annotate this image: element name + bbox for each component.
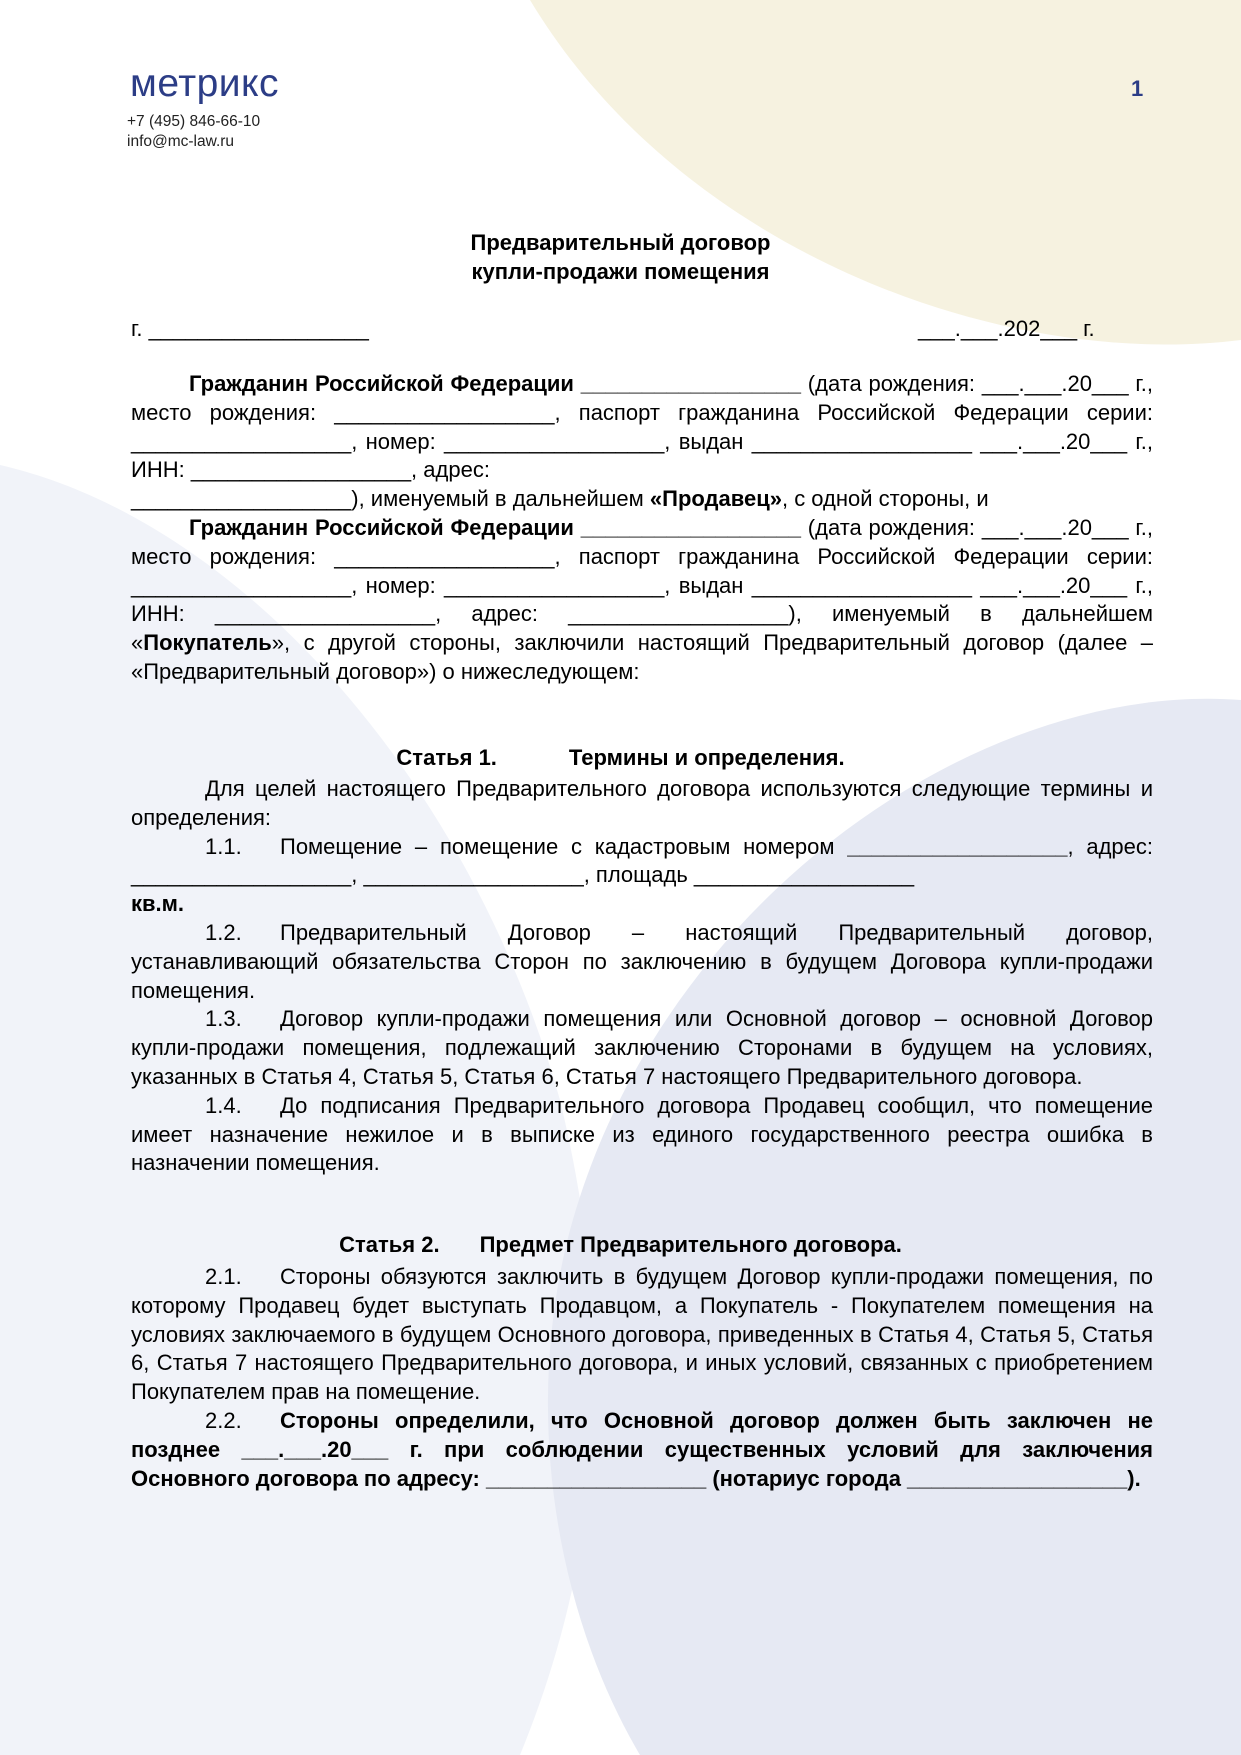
article-2-heading <box>0 1232 1241 1258</box>
clause-2-1 <box>131 1263 1153 1407</box>
clause-text: Стороны обязуются заключить в будущем Договор купли-продажи помещения, по которому Продавец будет выступать Продавцом, а Покупатель - Покупателем помещения на условиях заключаемого в будущем Основного договора, приведенных в Статья 4, Статья 5, Статья 6, Статья 7 настоящего Предварительного договора, и иных условий, связанных с приобретением Покупателем прав на помещение. <box>131 1264 1153 1405</box>
clause-text: Предварительный Договор – настоящий Предварительный договор, устанавливающий обязательства Сторон по заключению в будущем Договора купли-продажи помещения. <box>131 919 1153 1003</box>
article-1-number: Статья 1. <box>396 745 497 770</box>
clause-number: 1.2. <box>205 919 242 945</box>
party-buyer-details: (дата рождения: ___.___.20___ г., место рождения: __________________, паспорт гражданина Российской Федерации серии: __________________, номер: __________________, выдан __________________ ___.___.20___ г., ИНН: __________________, адрес: __________________), именуемый в дальнейшем « <box>131 514 1153 656</box>
party-seller-label: Гражданин Российской Федерации __________________ <box>189 371 801 396</box>
clause-number: 1.4. <box>205 1092 242 1118</box>
clause-text: , адрес: __________________, __________________, площадь __________________ <box>131 833 1154 888</box>
title-line-1: Предварительный договор <box>470 230 771 255</box>
seller-role-term: «Продавец» <box>649 486 782 512</box>
clause-number: 1.3. <box>205 1006 242 1032</box>
page-number: 1 <box>1131 76 1144 101</box>
article-2-number: Статья 2. <box>339 1232 440 1257</box>
company-logo: метрикс <box>130 62 280 105</box>
city-field: г. __________________ <box>131 316 369 341</box>
clause-2-2 <box>131 1407 1153 1493</box>
party-buyer-label: Гражданин Российской Федерации __________________ <box>189 514 801 540</box>
date-field: ___.___.202___ г. <box>918 316 1095 341</box>
article-2-title: Предмет Предварительного договора. <box>479 1232 902 1257</box>
clause-1-4 <box>131 1092 1153 1178</box>
contact-block <box>127 112 260 152</box>
party-seller-paragraph <box>131 370 1153 485</box>
email-address: info@mc-law.ru <box>127 133 235 150</box>
clause-number: 2.2. <box>205 1407 242 1433</box>
party-seller-role-prefix: __________________), именуемый в дальнейшем <box>131 486 650 512</box>
clause-1-1-unit: кв.м. <box>131 891 185 917</box>
party-buyer-paragraph <box>131 514 1153 687</box>
article-1-intro: Для целей настоящего Предварительного договора используются следующие термины и определения: <box>131 776 1153 830</box>
article-1-body <box>131 775 1153 1178</box>
parties-section <box>131 370 1153 687</box>
title-line-2: купли-продажи помещения <box>471 259 770 284</box>
clause-1-2 <box>131 919 1153 1005</box>
article-2-body <box>131 1263 1153 1493</box>
cadastral-number-blank: __________________ <box>847 833 1068 859</box>
clause-text: До подписания Предварительного договора Продавец сообщил, что помещение имеет назначение нежилое и в выписке из единого государственного реестра ошибка в назначении помещения. <box>131 1092 1153 1176</box>
article-1-heading <box>0 745 1241 771</box>
clause-number: 1.1. <box>205 833 242 859</box>
article-1-title: Термины и определения. <box>568 745 845 770</box>
clause-1-1 <box>131 833 1153 891</box>
clause-1-3 <box>131 1005 1153 1091</box>
clause-text: Помещение – помещение с кадастровым номером <box>280 833 848 859</box>
clause-text: Договор купли-продажи помещения или Основной договор – основной Договор купли-продажи помещения, подлежащий заключению Сторонами в будущем на условиях, указанных в Статья 4, Статья 5, Статья 6, Статья 7 настоящего Предварительного договора. <box>131 1006 1153 1089</box>
party-seller-role-suffix: , с одной стороны, и <box>781 486 989 512</box>
clause-text: Стороны определили, что Основной договор должен быть заключен не позднее ___.___.20___ г. при соблюдении существенных условий для заключения Основного договора по адресу: __________________ (нотариус города __________________). <box>131 1407 1153 1491</box>
document-title <box>0 228 1241 286</box>
buyer-role-term: Покупатель <box>143 630 272 656</box>
clause-number: 2.1. <box>205 1264 242 1289</box>
party-buyer-role-suffix: », с другой стороны, заключили настоящий Предварительный договор (далее – «Предварительный договор») о нижеследующем: <box>131 630 1153 684</box>
party-seller-role-line <box>131 485 1153 514</box>
phone-number: +7 (495) 846-66-10 <box>127 113 261 130</box>
party-seller-details: (дата рождения: ___.___.20___ г., место рождения: __________________, паспорт гражданина Российской Федерации серии: __________________, номер: __________________, выдан __________________ ___.___.20___ г., ИНН: __________________, адрес: <box>131 371 1153 483</box>
